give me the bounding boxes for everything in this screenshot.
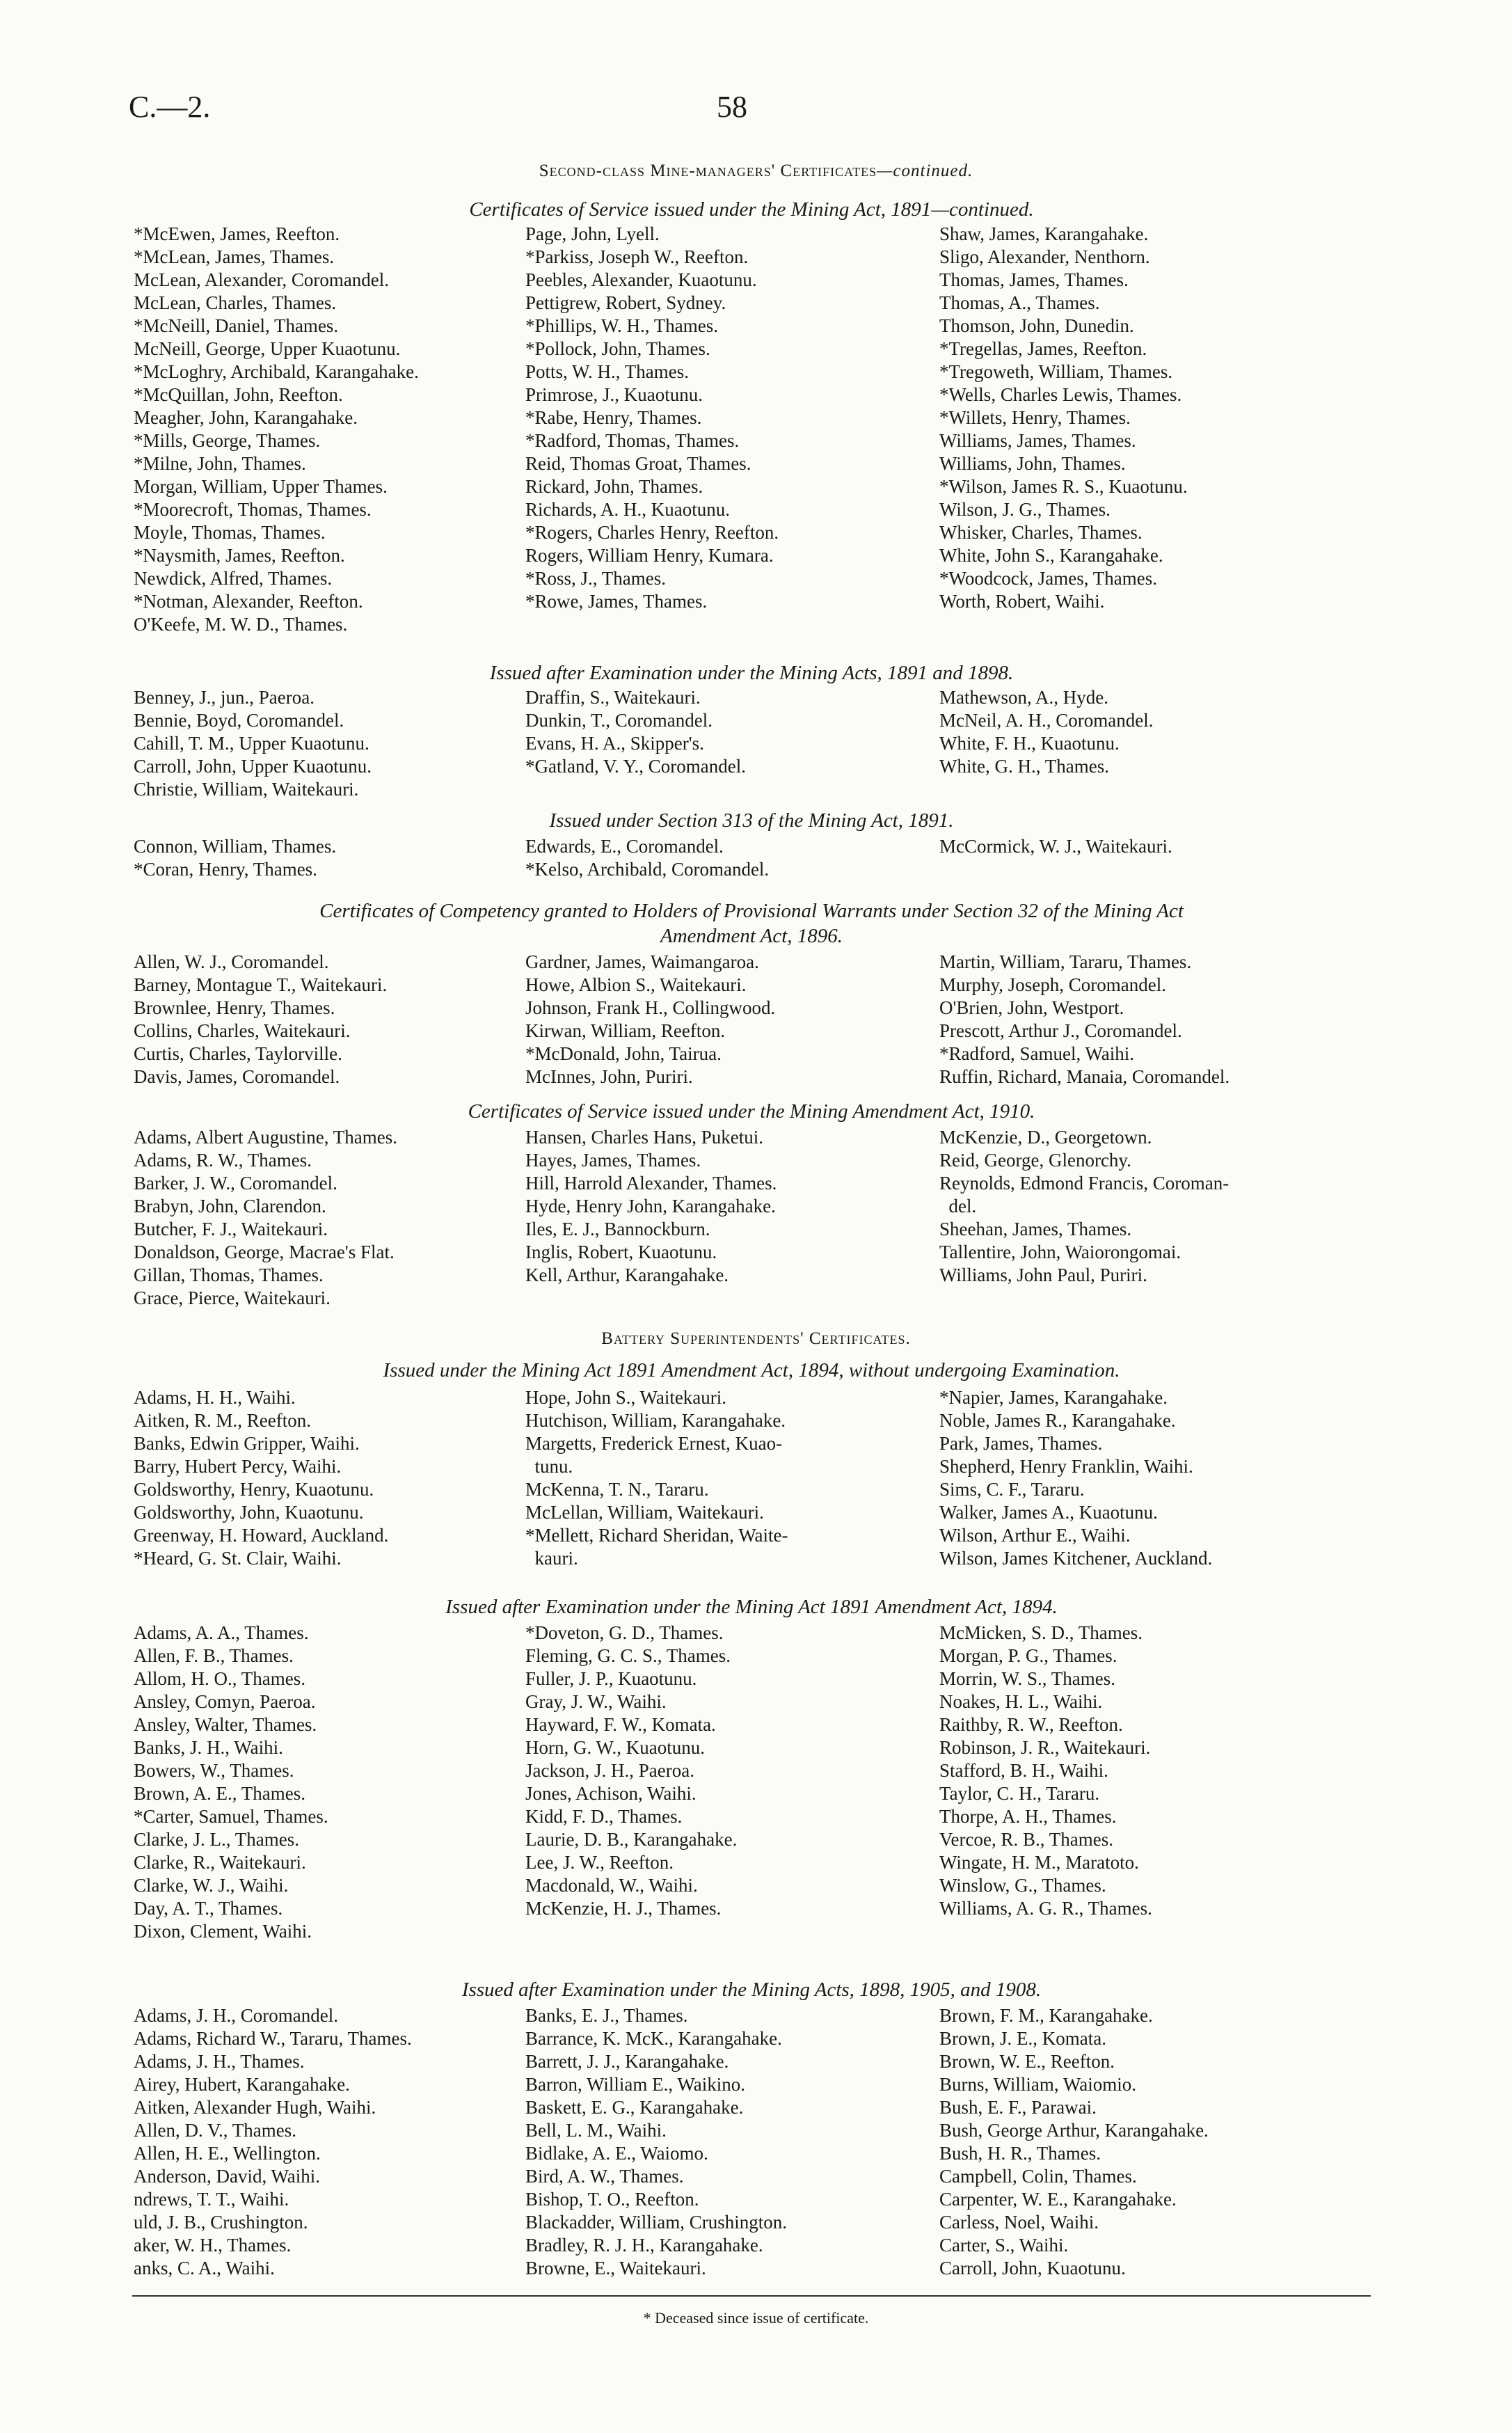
name-entry: Hayward, F. W., Komata.: [525, 1714, 716, 1735]
name-entry: Connon, William, Thames.: [134, 836, 337, 857]
name-entry: *Moorecroft, Thomas, Thames.: [134, 499, 372, 520]
name-entry: Meagher, John, Karangahake.: [134, 407, 358, 428]
name-entry: *Radford, Thomas, Thames.: [525, 430, 740, 451]
name-entry: Johnson, Frank H., Collingwood.: [525, 997, 776, 1018]
name-entry: Thomas, James, Thames.: [939, 269, 1129, 290]
name-entry: O'Keefe, M. W. D., Thames.: [134, 614, 348, 635]
name-entry: Adams, H. H., Waihi.: [134, 1387, 296, 1408]
name-entry: Inglis, Robert, Kuaotunu.: [525, 1242, 717, 1262]
name-entry: Hyde, Henry John, Karangahake.: [525, 1196, 776, 1216]
name-entry: Iles, E. J., Bannockburn.: [525, 1219, 710, 1239]
name-entry: kauri.: [525, 1548, 578, 1569]
name-entry: *Tregoweth, William, Thames.: [939, 361, 1173, 382]
name-entry: Gillan, Thomas, Thames.: [134, 1265, 324, 1285]
name-entry: Draffin, S., Waitekauri.: [525, 687, 701, 708]
name-entry: *Doveton, G. D., Thames.: [525, 1622, 724, 1643]
name-entry: Goldsworthy, Henry, Kuaotunu.: [134, 1479, 374, 1500]
name-entry: Wilson, J. G., Thames.: [939, 499, 1111, 520]
name-entry: Banks, J. H., Waihi.: [134, 1737, 283, 1758]
name-entry: Clarke, J. L., Thames.: [134, 1829, 299, 1850]
name-entry: Barker, J. W., Coromandel.: [134, 1173, 337, 1194]
name-column: [525, 223, 779, 613]
name-entry: Wilson, James Kitchener, Auckland.: [939, 1548, 1213, 1569]
section-title-without-examination-1894: Issued under the Mining Act 1891 Amendment Act, 1894, without undergoing Examination.: [383, 1359, 1120, 1381]
name-entry: Day, A. T., Thames.: [134, 1898, 283, 1919]
name-column: [939, 1386, 1212, 1570]
name-entry: Allen, F. B., Thames.: [134, 1645, 294, 1666]
name-entry: Vercoe, R. B., Thames.: [939, 1829, 1113, 1850]
name-column: [939, 951, 1230, 1088]
name-entry: Bowers, W., Thames.: [134, 1760, 294, 1781]
name-entry: Carless, Noel, Waihi.: [939, 2212, 1099, 2233]
section-title-service-1910: Certificates of Service issued under the Mining Amendment Act, 1910.: [468, 1100, 1035, 1123]
name-entry: Burns, William, Waiomio.: [939, 2074, 1136, 2095]
name-entry: *Kelso, Archibald, Coromandel.: [525, 859, 770, 880]
section-title-examination-1891-1898: Issued after Examination under the Mining Acts, 1891 and 1898.: [489, 662, 1014, 684]
name-entry: Thomas, A., Thames.: [939, 292, 1100, 313]
name-column: [525, 1386, 788, 1570]
name-entry: *Carter, Samuel, Thames.: [134, 1806, 328, 1827]
name-entry: *Pollock, John, Thames.: [525, 338, 710, 359]
name-entry: Thorpe, A. H., Thames.: [939, 1806, 1117, 1827]
name-entry: Aitken, Alexander Hugh, Waihi.: [134, 2097, 376, 2118]
name-column: [939, 835, 1172, 858]
name-entry: McLellan, William, Waitekauri.: [525, 1502, 764, 1523]
name-entry: Worth, Robert, Waihi.: [939, 591, 1105, 612]
name-entry: White, G. H., Thames.: [939, 756, 1109, 777]
name-entry: Bishop, T. O., Reefton.: [525, 2189, 699, 2210]
name-entry: Noakes, H. L., Waihi.: [939, 1691, 1103, 1712]
name-entry: *Milne, John, Thames.: [134, 453, 306, 474]
name-entry: Adams, Albert Augustine, Thames.: [134, 1127, 397, 1148]
name-column: [134, 223, 419, 636]
name-entry: O'Brien, John, Westport.: [939, 997, 1124, 1018]
name-entry: Hutchison, William, Karangahake.: [525, 1410, 786, 1431]
name-entry: Primrose, J., Kuaotunu.: [525, 384, 703, 405]
name-entry: McCormick, W. J., Waitekauri.: [939, 836, 1172, 857]
name-entry: Wilson, Arthur E., Waihi.: [939, 1525, 1131, 1546]
name-entry: Brown, F. M., Karangahake.: [939, 2005, 1153, 2026]
name-entry: *McQuillan, John, Reefton.: [134, 384, 343, 405]
name-entry: Gardner, James, Waimangaroa.: [525, 951, 759, 972]
name-entry: Browne, E., Waitekauri.: [525, 2258, 706, 2279]
name-entry: Reid, Thomas Groat, Thames.: [525, 453, 751, 474]
name-entry: Banks, Edwin Gripper, Waihi.: [134, 1433, 360, 1454]
name-entry: Raithby, R. W., Reefton.: [939, 1714, 1123, 1735]
name-entry: Pettigrew, Robert, Sydney.: [525, 292, 726, 313]
name-entry: *Naysmith, James, Reefton.: [134, 545, 345, 566]
name-column: [525, 951, 775, 1088]
name-entry: *Rabe, Henry, Thames.: [525, 407, 702, 428]
name-entry: *McEwen, James, Reefton.: [134, 223, 340, 244]
name-entry: Greenway, H. Howard, Auckland.: [134, 1525, 389, 1546]
name-entry: *Parkiss, Joseph W., Reefton.: [525, 246, 749, 267]
name-entry: Aitken, R. M., Reefton.: [134, 1410, 311, 1431]
name-entry: Williams, A. G. R., Thames.: [939, 1898, 1152, 1919]
name-entry: *Napier, James, Karangahake.: [939, 1387, 1168, 1408]
name-entry: Horn, G. W., Kuaotunu.: [525, 1737, 705, 1758]
name-entry: Fleming, G. C. S., Thames.: [525, 1645, 731, 1666]
section-title-examination-1898-1908: Issued after Examination under the Mining Acts, 1898, 1905, and 1908.: [461, 1979, 1042, 2001]
name-column: [525, 1622, 737, 1920]
section-title-provisional-warrants-line2: Amendment Act, 1896.: [660, 925, 843, 947]
name-entry: McKenzie, D., Georgetown.: [939, 1127, 1152, 1148]
name-entry: Sheehan, James, Thames.: [939, 1219, 1132, 1239]
name-column: [525, 1126, 777, 1287]
name-entry: *Willets, Henry, Thames.: [939, 407, 1131, 428]
name-entry: *Heard, G. St. Clair, Waihi.: [134, 1548, 342, 1569]
name-entry: Barrance, K. McK., Karangahake.: [525, 2028, 782, 2049]
name-entry: *Notman, Alexander, Reefton.: [134, 591, 363, 612]
name-entry: Kirwan, William, Reefton.: [525, 1020, 726, 1041]
name-entry: Winslow, G., Thames.: [939, 1875, 1106, 1896]
name-entry: Allen, D. V., Thames.: [134, 2120, 296, 2141]
name-column: [525, 2004, 787, 2280]
footnote: * Deceased since issue of certificate.: [643, 2309, 869, 2327]
name-entry: Kidd, F. D., Thames.: [525, 1806, 683, 1827]
name-entry: Rogers, William Henry, Kumara.: [525, 545, 774, 566]
section-title-provisional-warrants: Certificates of Competency granted to Holders of Provisional Warrants under Section 32 of the Mining Act: [319, 900, 1184, 922]
main-title: [0, 161, 1512, 181]
name-entry: Bird, A. W., Thames.: [525, 2166, 684, 2187]
name-entry: Brown, A. E., Thames.: [134, 1783, 305, 1804]
name-entry: Clarke, R., Waitekauri.: [134, 1852, 306, 1873]
name-entry: McKenna, T. N., Tararu.: [525, 1479, 709, 1500]
name-column: [134, 1622, 328, 1943]
name-entry: Stafford, B. H., Waihi.: [939, 1760, 1108, 1781]
name-entry: Grace, Pierce, Waitekauri.: [134, 1287, 331, 1308]
name-entry: Barney, Montague T., Waitekauri.: [134, 974, 388, 995]
name-entry: White, F. H., Kuaotunu.: [939, 733, 1120, 754]
name-entry: Campbell, Colin, Thames.: [939, 2166, 1137, 2187]
name-entry: Kell, Arthur, Karangahake.: [525, 1265, 729, 1285]
name-entry: Ruffin, Richard, Manaia, Coromandel.: [939, 1066, 1230, 1087]
name-entry: McNeil, A. H., Coromandel.: [939, 710, 1154, 731]
name-entry: *Gatland, V. Y., Coromandel.: [525, 756, 746, 777]
name-entry: Tallentire, John, Waiorongomai.: [939, 1242, 1181, 1262]
name-entry: Christie, William, Waitekauri.: [134, 779, 359, 800]
name-entry: Rickard, John, Thames.: [525, 476, 703, 497]
document-reference: C.—2.: [129, 90, 211, 124]
name-entry: Margetts, Frederick Ernest, Kuao-: [525, 1433, 783, 1454]
name-entry: Dunkin, T., Coromandel.: [525, 710, 713, 731]
name-entry: Allom, H. O., Thames.: [134, 1668, 305, 1689]
name-entry: *McNeill, Daniel, Thames.: [134, 315, 339, 336]
name-entry: Brabyn, John, Clarendon.: [134, 1196, 326, 1216]
name-entry: Williams, John, Thames.: [939, 453, 1126, 474]
name-entry: McMicken, S. D., Thames.: [939, 1622, 1143, 1643]
name-entry: *McLoghry, Archibald, Karangahake.: [134, 361, 419, 382]
name-entry: *Woodcock, James, Thames.: [939, 568, 1158, 589]
name-entry: Macdonald, W., Waihi.: [525, 1875, 698, 1896]
name-entry: Adams, A. A., Thames.: [134, 1622, 309, 1643]
name-entry: Newdick, Alfred, Thames.: [134, 568, 333, 589]
name-entry: Moyle, Thomas, Thames.: [134, 522, 326, 543]
name-column: [134, 1386, 388, 1570]
name-entry: Potts, W. H., Thames.: [525, 361, 690, 382]
name-entry: *Coran, Henry, Thames.: [134, 859, 317, 880]
name-entry: Edwards, E., Coromandel.: [525, 836, 724, 857]
name-column: [134, 835, 336, 881]
name-entry: Clarke, W. J., Waihi.: [134, 1875, 289, 1896]
name-entry: Evans, H. A., Skipper's.: [525, 733, 704, 754]
name-entry: Taylor, C. H., Tararu.: [939, 1783, 1100, 1804]
name-entry: Bell, L. M., Waihi.: [525, 2120, 667, 2141]
name-entry: Morgan, William, Upper Thames.: [134, 476, 388, 497]
name-entry: *McLean, James, Thames.: [134, 246, 335, 267]
name-entry: *McDonald, John, Tairua.: [525, 1043, 722, 1064]
name-entry: Brownlee, Henry, Thames.: [134, 997, 335, 1018]
name-entry: Noble, James R., Karangahake.: [939, 1410, 1176, 1431]
name-entry: Bush, E. F., Parawai.: [939, 2097, 1097, 2118]
name-entry: Walker, James A., Kuaotunu.: [939, 1502, 1158, 1523]
name-column: [134, 951, 387, 1088]
name-column: [939, 1622, 1152, 1920]
name-entry: Carpenter, W. E., Karangahake.: [939, 2189, 1177, 2210]
name-entry: Lee, J. W., Reefton.: [525, 1852, 674, 1873]
name-entry: Bennie, Boyd, Coromandel.: [134, 710, 344, 731]
name-entry: Donaldson, George, Macrae's Flat.: [134, 1242, 395, 1262]
name-column: [525, 835, 769, 881]
name-column: [939, 686, 1153, 778]
name-entry: Peebles, Alexander, Kuaotunu.: [525, 269, 757, 290]
name-entry: Adams, Richard W., Tararu, Thames.: [134, 2028, 412, 2049]
name-entry: Davis, James, Coromandel.: [134, 1066, 340, 1087]
name-entry: Barry, Hubert Percy, Waihi.: [134, 1456, 342, 1477]
name-entry: Cahill, T. M., Upper Kuaotunu.: [134, 733, 369, 754]
name-entry: Richards, A. H., Kuaotunu.: [525, 499, 730, 520]
name-entry: Howe, Albion S., Waitekauri.: [525, 974, 747, 995]
name-entry: Jones, Achison, Waihi.: [525, 1783, 697, 1804]
name-entry: Reid, George, Glenorchy.: [939, 1150, 1131, 1171]
name-entry: Morgan, P. G., Thames.: [939, 1645, 1117, 1666]
name-entry: Goldsworthy, John, Kuaotunu.: [134, 1502, 364, 1523]
name-entry: Adams, R. W., Thames.: [134, 1150, 312, 1171]
name-entry: McInnes, John, Puriri.: [525, 1066, 693, 1087]
name-entry: Sims, C. F., Tararu.: [939, 1479, 1085, 1500]
name-entry: McLean, Alexander, Coromandel.: [134, 269, 390, 290]
name-entry: McNeill, George, Upper Kuaotunu.: [134, 338, 401, 359]
main-title-text: Second-class Mine-managers' Certificates: [539, 161, 877, 180]
name-entry: Reynolds, Edmond Francis, Coroman-: [939, 1173, 1230, 1194]
name-entry: Bush, H. R., Thames.: [939, 2143, 1101, 2164]
name-entry: Adams, J. H., Coromandel.: [134, 2005, 338, 2026]
name-entry: *Wells, Charles Lewis, Thames.: [939, 384, 1182, 405]
name-entry: Martin, William, Tararu, Thames.: [939, 951, 1192, 972]
name-entry: Park, James, Thames.: [939, 1433, 1103, 1454]
page-number: 58: [717, 90, 747, 124]
name-entry: Shaw, James, Karangahake.: [939, 223, 1149, 244]
name-entry: Carter, S., Waihi.: [939, 2235, 1069, 2256]
name-entry: McKenzie, H. J., Thames.: [525, 1898, 722, 1919]
name-entry: *Mills, George, Thames.: [134, 430, 321, 451]
name-entry: Adams, J. H., Thames.: [134, 2051, 305, 2072]
name-entry: Thomson, John, Dunedin.: [939, 315, 1134, 336]
name-entry: ndrews, T. T., Waihi.: [134, 2189, 289, 2210]
name-entry: McLean, Charles, Thames.: [134, 292, 337, 313]
name-entry: Allen, W. J., Coromandel.: [134, 951, 329, 972]
name-entry: Dixon, Clement, Waihi.: [134, 1921, 312, 1942]
name-entry: Benney, J., jun., Paeroa.: [134, 687, 315, 708]
name-entry: Williams, James, Thames.: [939, 430, 1136, 451]
name-entry: Jackson, J. H., Paeroa.: [525, 1760, 694, 1781]
section-title-examination-1894: Issued after Examination under the Mining Act 1891 Amendment Act, 1894.: [445, 1596, 1058, 1618]
name-entry: Hayes, James, Thames.: [525, 1150, 701, 1171]
name-entry: *Rogers, Charles Henry, Reefton.: [525, 522, 779, 543]
name-entry: Baskett, E. G., Karangahake.: [525, 2097, 744, 2118]
name-column: [939, 223, 1188, 613]
name-entry: Allen, H. E., Wellington.: [134, 2143, 321, 2164]
name-entry: Ansley, Walter, Thames.: [134, 1714, 317, 1735]
main-title-continued: —continued.: [877, 161, 973, 180]
section-title-service-1891: Certificates of Service issued under the Mining Act, 1891—continued.: [469, 198, 1034, 221]
name-entry: uld, J. B., Crushington.: [134, 2212, 308, 2233]
name-entry: Brown, J. E., Komata.: [939, 2028, 1106, 2049]
name-entry: Carroll, John, Kuaotunu.: [939, 2258, 1126, 2279]
name-entry: Bradley, R. J. H., Karangahake.: [525, 2235, 763, 2256]
name-entry: *Phillips, W. H., Thames.: [525, 315, 719, 336]
battery-superintendents-title: Battery Superintendents' Certificates.: [601, 1329, 911, 1348]
name-entry: *Rowe, James, Thames.: [525, 591, 708, 612]
name-entry: Prescott, Arthur J., Coromandel.: [939, 1020, 1182, 1041]
name-entry: Collins, Charles, Waitekauri.: [134, 1020, 351, 1041]
name-column: [134, 2004, 412, 2280]
name-entry: Hope, John S., Waitekauri.: [525, 1387, 727, 1408]
name-entry: *Ross, J., Thames.: [525, 568, 667, 589]
name-entry: Morrin, W. S., Thames.: [939, 1668, 1116, 1689]
name-entry: Hansen, Charles Hans, Puketui.: [525, 1127, 763, 1148]
name-entry: Mathewson, A., Hyde.: [939, 687, 1108, 708]
name-entry: Blackadder, William, Crushington.: [525, 2212, 788, 2233]
name-entry: Sligo, Alexander, Nenthorn.: [939, 246, 1150, 267]
name-entry: Barron, William E., Waikino.: [525, 2074, 745, 2095]
name-column: [525, 686, 746, 778]
name-entry: *Wilson, James R. S., Kuaotunu.: [939, 476, 1188, 497]
name-entry: tunu.: [525, 1456, 573, 1477]
name-entry: Anderson, David, Waihi.: [134, 2166, 321, 2187]
name-entry: Shepherd, Henry Franklin, Waihi.: [939, 1456, 1193, 1477]
name-entry: Wingate, H. M., Maratoto.: [939, 1852, 1139, 1873]
name-entry: Laurie, D. B., Karangahake.: [525, 1829, 738, 1850]
name-entry: Curtis, Charles, Taylorville.: [134, 1043, 342, 1064]
name-entry: Whisker, Charles, Thames.: [939, 522, 1143, 543]
name-entry: White, John S., Karangahake.: [939, 545, 1163, 566]
name-entry: anks, C. A., Waihi.: [134, 2258, 275, 2279]
name-entry: Murphy, Joseph, Coromandel.: [939, 974, 1166, 995]
name-column: [939, 2004, 1209, 2280]
name-entry: Butcher, F. J., Waitekauri.: [134, 1219, 328, 1239]
name-entry: Page, John, Lyell.: [525, 223, 660, 244]
name-entry: Airey, Hubert, Karangahake.: [134, 2074, 350, 2095]
name-entry: Robinson, J. R., Waitekauri.: [939, 1737, 1151, 1758]
name-entry: aker, W. H., Thames.: [134, 2235, 292, 2256]
footnote-rule: [132, 2295, 1371, 2297]
name-entry: Barrett, J. J., Karangahake.: [525, 2051, 729, 2072]
name-entry: Bidlake, A. E., Waiomo.: [525, 2143, 708, 2164]
name-entry: Brown, W. E., Reefton.: [939, 2051, 1115, 2072]
name-column: [134, 686, 372, 801]
name-entry: *Tregellas, James, Reefton.: [939, 338, 1147, 359]
name-entry: Ansley, Comyn, Paeroa.: [134, 1691, 316, 1712]
name-column: [939, 1126, 1229, 1287]
name-entry: Banks, E. J., Thames.: [525, 2005, 688, 2026]
name-entry: Williams, John Paul, Puriri.: [939, 1265, 1147, 1285]
name-entry: del.: [939, 1196, 977, 1216]
name-entry: *Mellett, Richard Sheridan, Waite-: [525, 1525, 788, 1546]
name-entry: Bush, George Arthur, Karangahake.: [939, 2120, 1209, 2141]
name-entry: Carroll, John, Upper Kuaotunu.: [134, 756, 372, 777]
name-entry: Hill, Harrold Alexander, Thames.: [525, 1173, 777, 1194]
name-entry: *Radford, Samuel, Waihi.: [939, 1043, 1135, 1064]
name-column: [134, 1126, 397, 1310]
name-entry: Gray, J. W., Waihi.: [525, 1691, 667, 1712]
section-title-section-313: Issued under Section 313 of the Mining Act, 1891.: [549, 809, 954, 832]
name-entry: Fuller, J. P., Kuaotunu.: [525, 1668, 697, 1689]
